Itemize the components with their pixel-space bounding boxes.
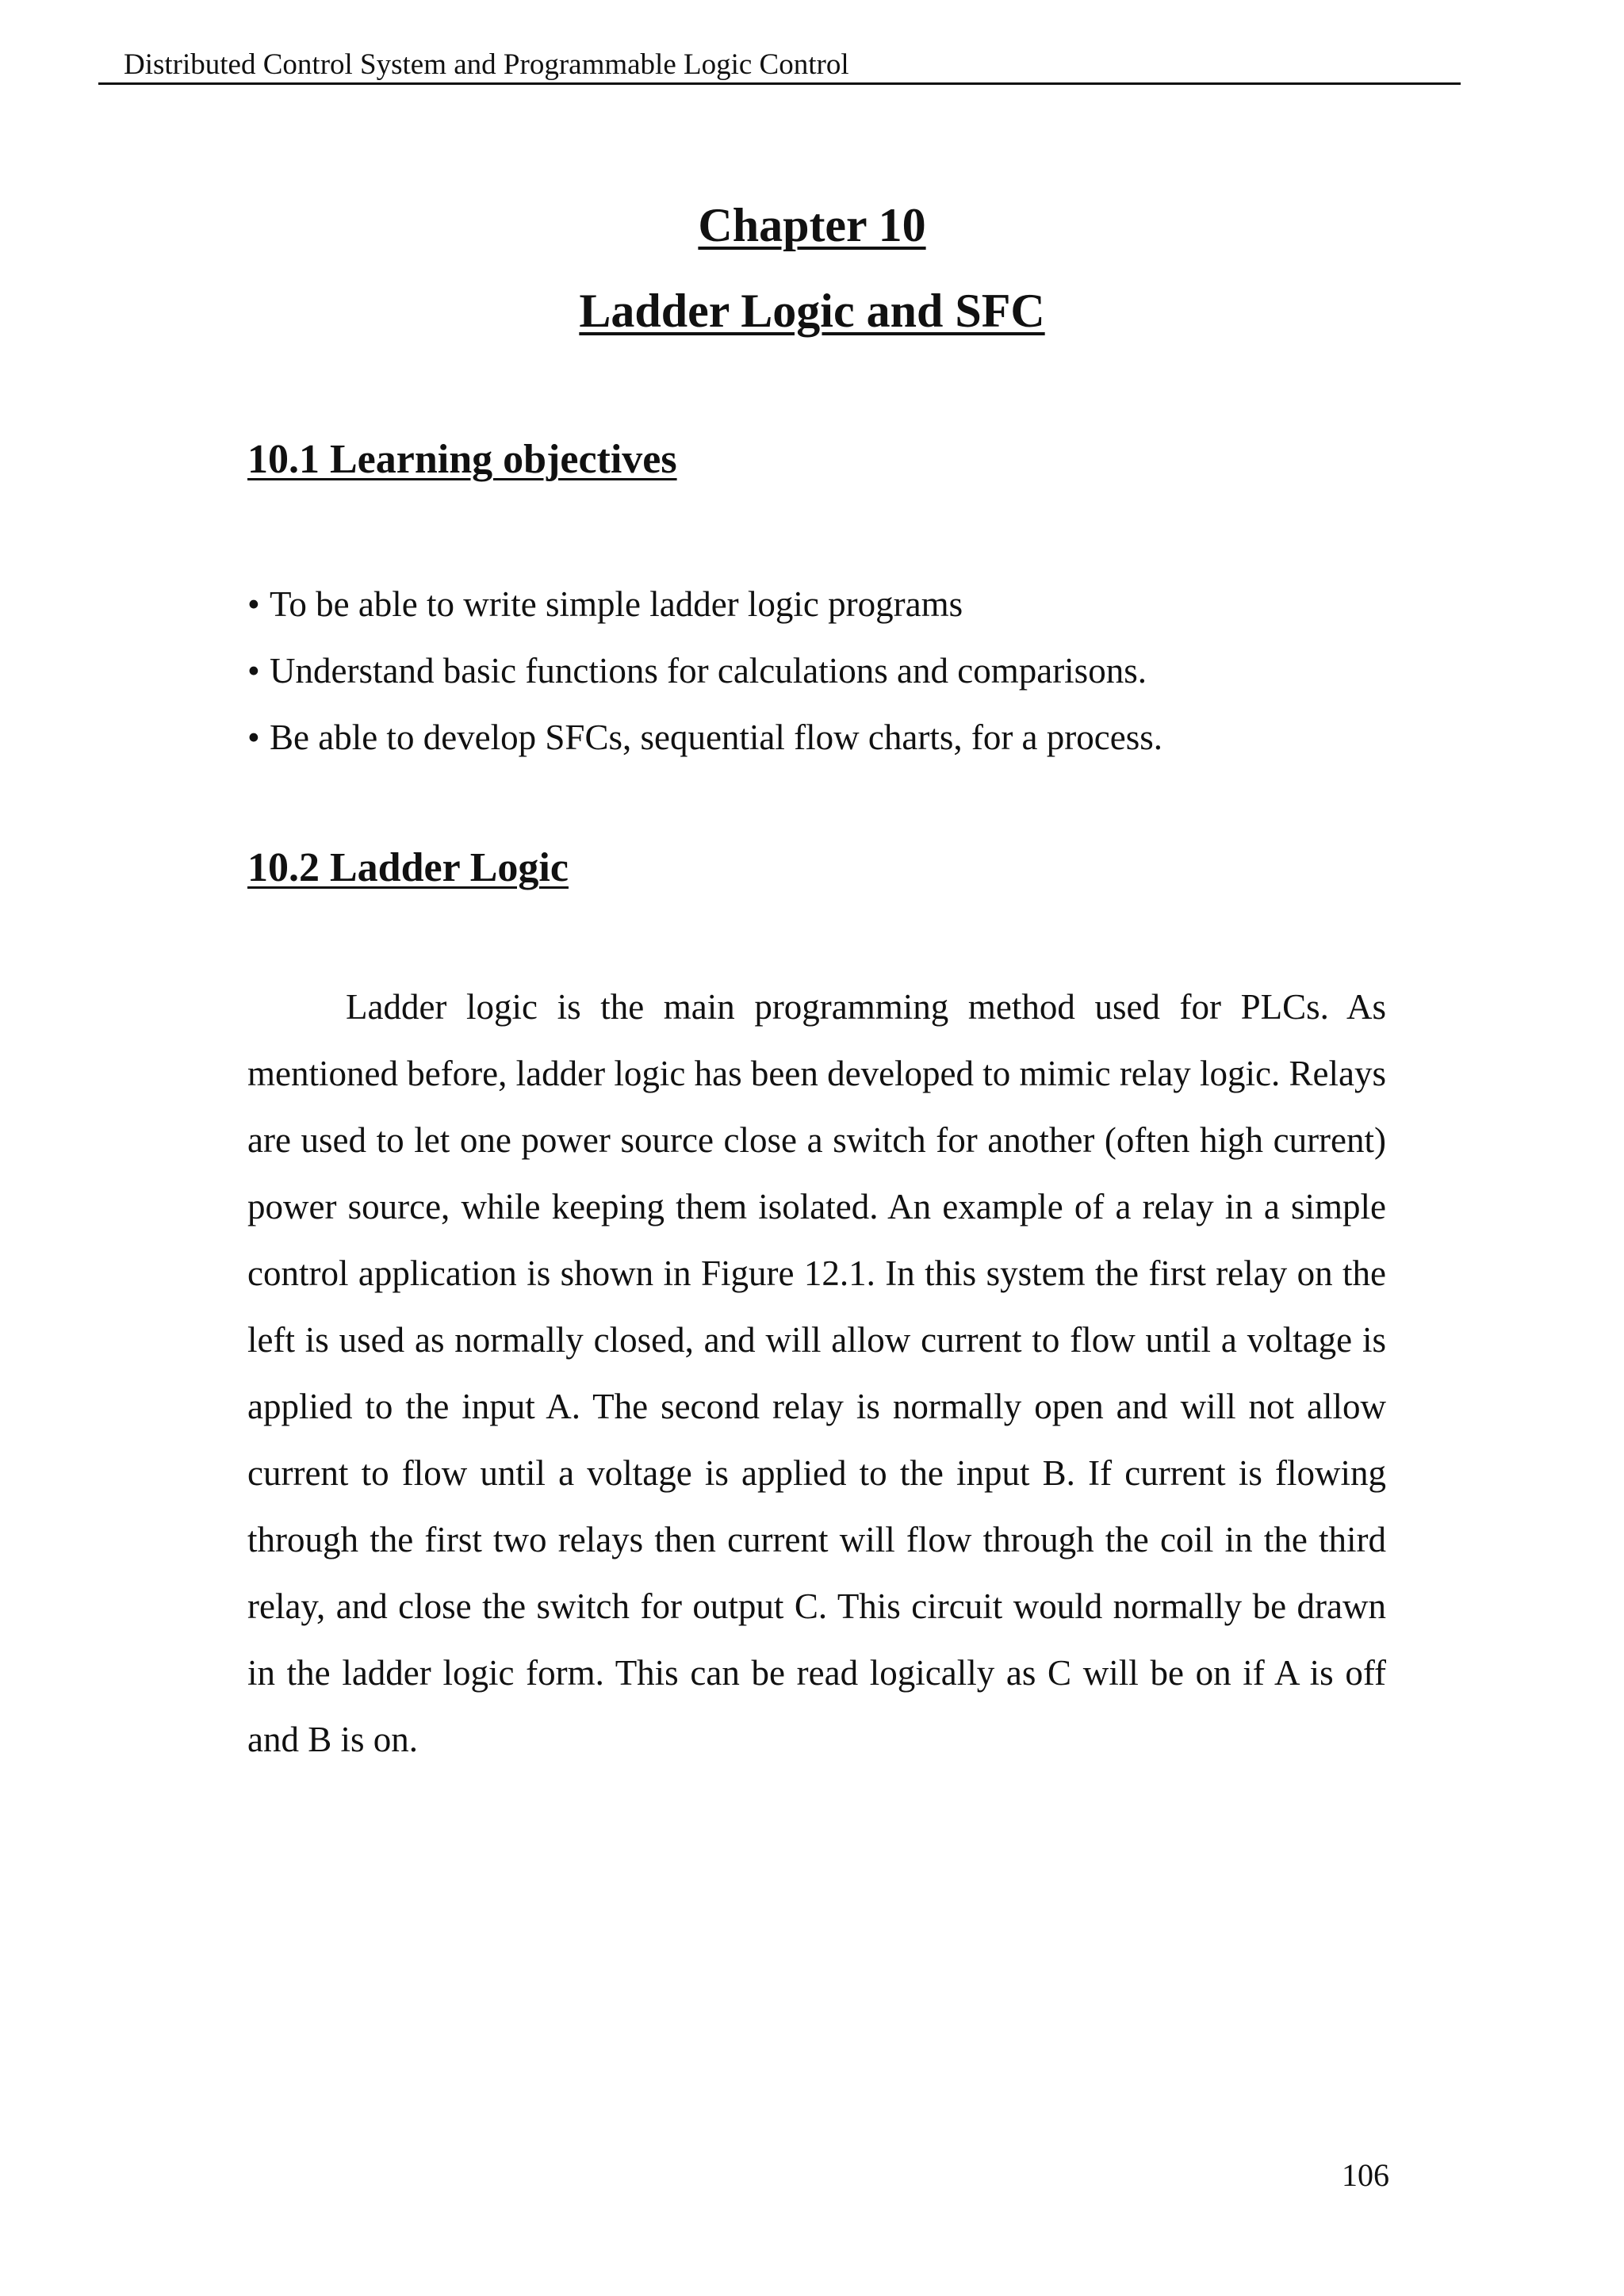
body-paragraph: Ladder logic is the main programming method used for PLCs. As mentioned before, ladder logic has been developed to mimic relay logic. Relays are used to let one power source close a switch for another (often high current) power source, while keeping them isolated. An example of a relay in a simple control application is shown in Figure 12.1. In this system the first relay on the left is used as normally closed, and will allow current to flow until a voltage is applied to the input A. The second relay is normally open and will not allow current to flow until a voltage is applied to the input B. If current is flowing through the first two relays then current will flow through the coil in the third relay, and close the switch for output C. This circuit would normally be drawn in the ladder logic form. This can be read logically as C will be on if A is off and B is on. xyxy=(247,987,1386,1759)
section-heading-ladder-logic: 10.2 Ladder Logic xyxy=(247,845,569,890)
list-item-text: Be able to develop SFCs, sequential flow charts, for a process. xyxy=(270,718,1162,757)
bullet-icon: • xyxy=(247,651,260,691)
section-heading-learning-objectives: 10.1 Learning objectives xyxy=(247,437,677,482)
bullet-icon: • xyxy=(247,718,260,757)
list-item-text: To be able to write simple ladder logic programs xyxy=(270,584,963,624)
running-header-text: Distributed Control System and Programmable Logic Control xyxy=(124,48,849,81)
list-item-text: Understand basic functions for calculations and comparisons. xyxy=(270,651,1147,691)
chapter-title-heading xyxy=(0,284,1624,339)
chapter-number-text: Chapter 10 xyxy=(698,199,926,251)
page-number: 106 xyxy=(1342,2157,1389,2193)
list-item xyxy=(247,704,1162,771)
list-item xyxy=(247,637,1162,704)
list-item xyxy=(247,571,1162,637)
learning-objectives-list xyxy=(247,571,1162,771)
chapter-title-text: Ladder Logic and SFC xyxy=(579,285,1045,337)
bullet-icon: • xyxy=(247,584,260,624)
running-header xyxy=(98,46,1461,85)
chapter-number-heading xyxy=(0,198,1624,253)
